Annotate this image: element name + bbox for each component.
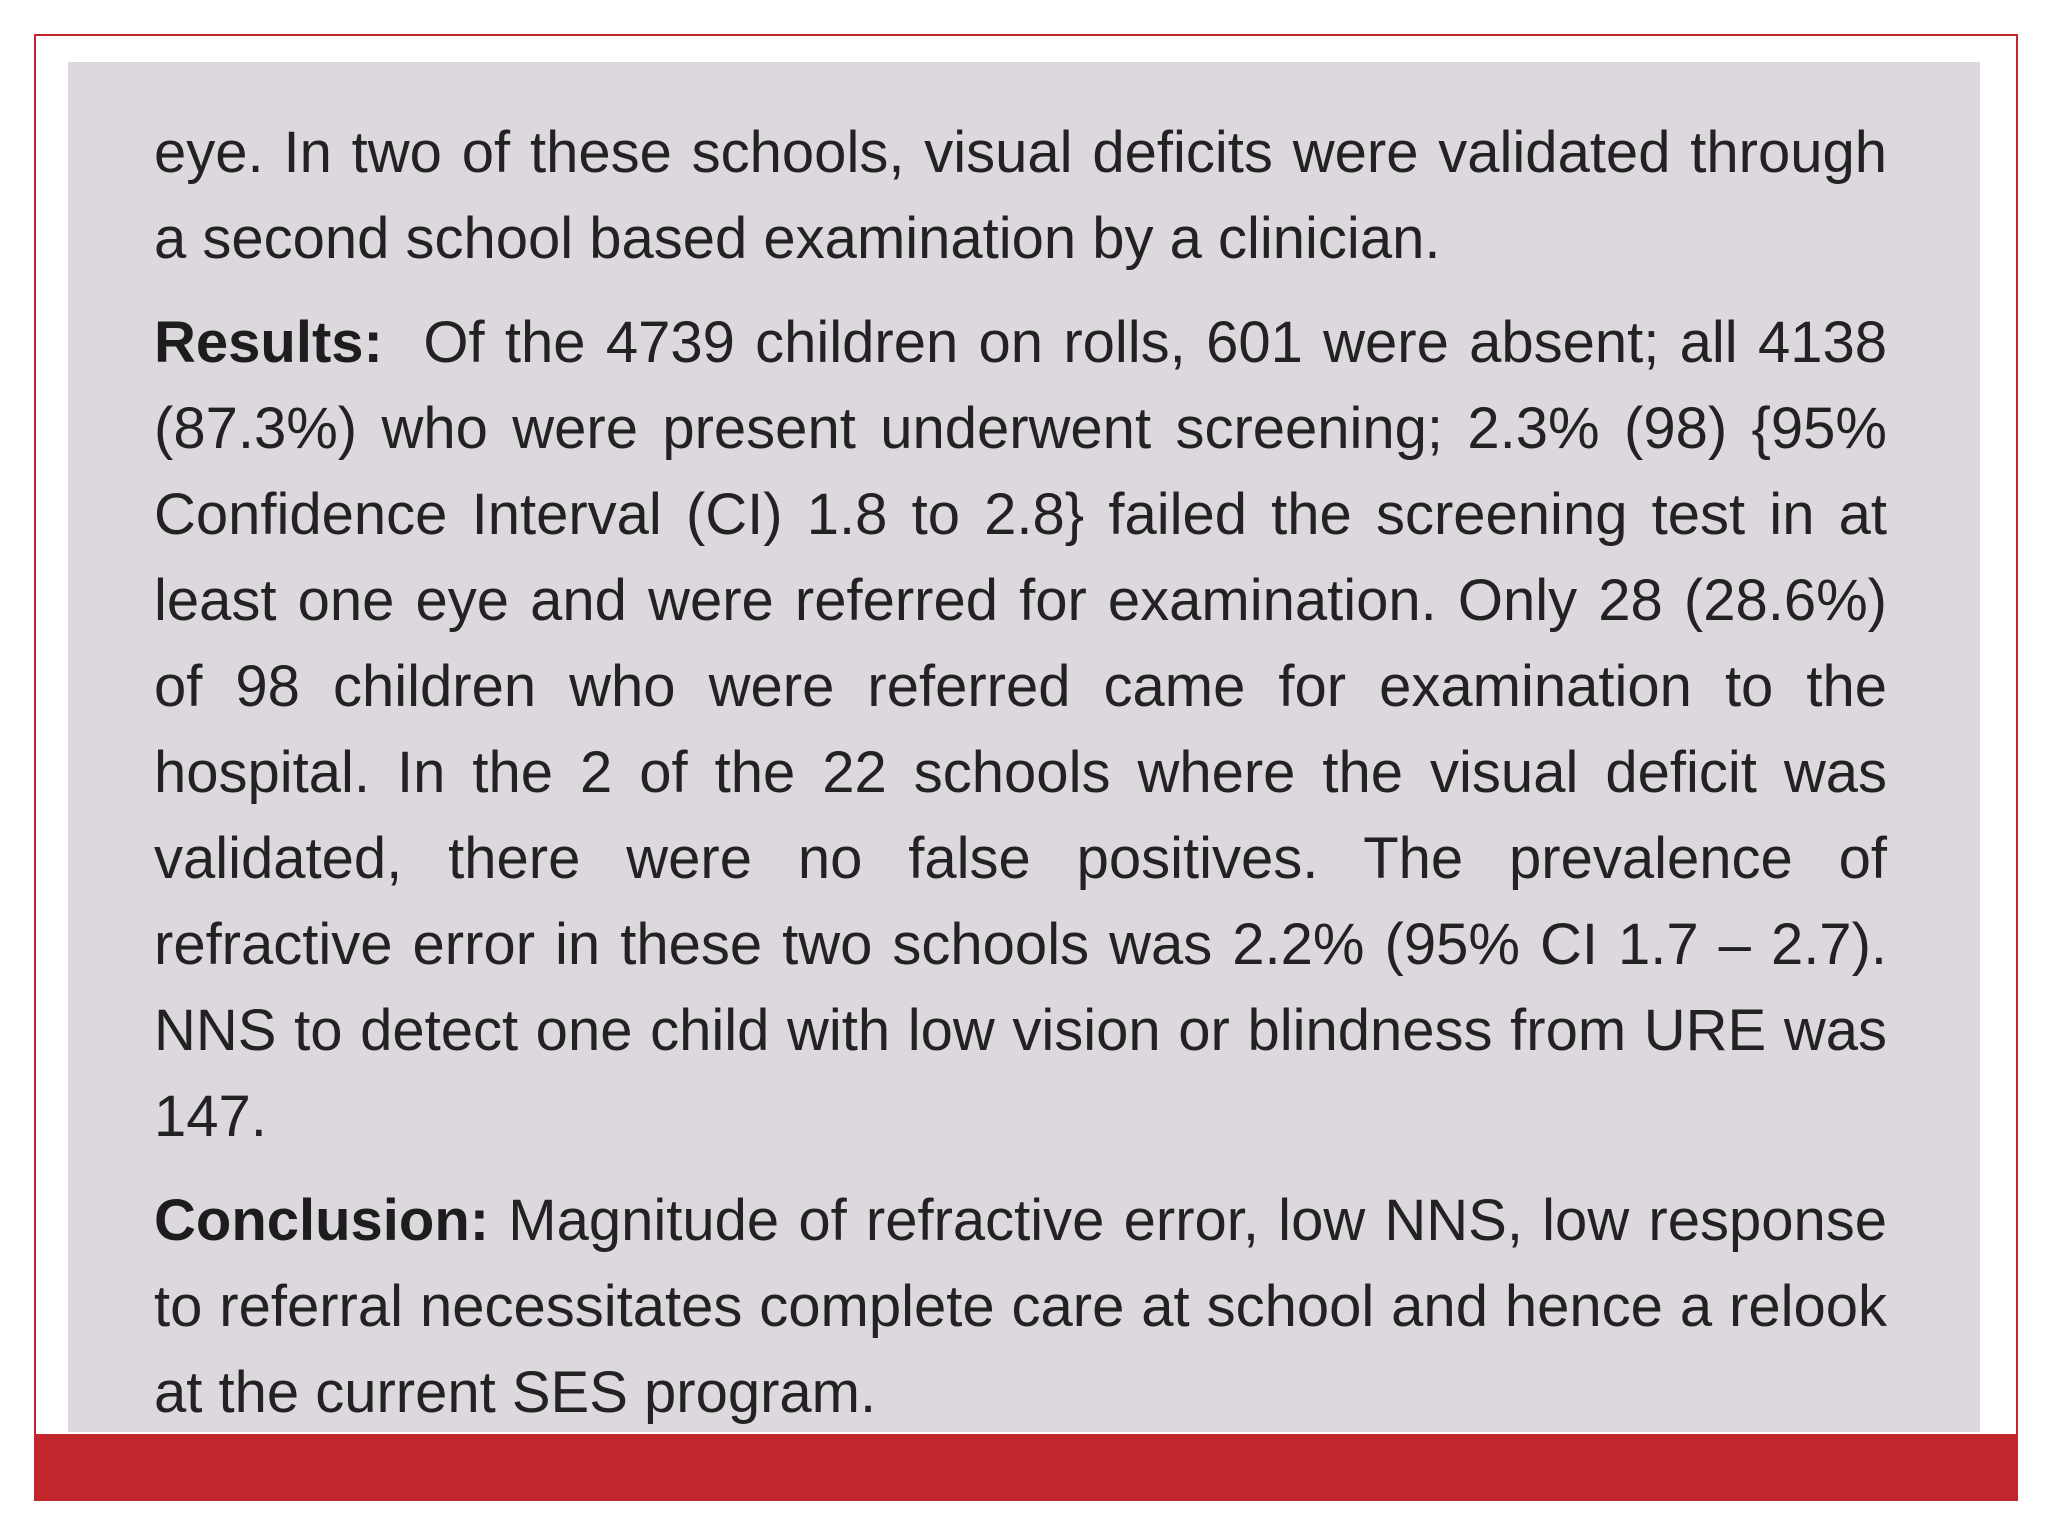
conclusion-label: Conclusion: (154, 1188, 490, 1253)
results-text: Of the 4739 children on rolls, 601 were absent; all 4138 (87.3%) who were present underwent screening; 2.3% (98) {95% Confidence Interval (CI) 1.8 to 2.8} failed the screening test in at least one eye and were referred for examination. Only 28 (28.6%) of 98 children who were referred came for examination to the hospital. In the 2 of the 22 schools where the visual deficit was validated, there were no false positives. The prevalence of refractive error in these two schools was 2.2% (95% CI 1.7 – 2.7). NNS to detect one child with low vision or blindness from URE was 147. (154, 310, 1888, 1149)
results-paragraph (154, 300, 1887, 1160)
results-label: Results: (154, 310, 383, 375)
conclusion-text: Magnitude of refractive error, low NNS, low response to referral necessitates complete care at school and hence a relook at the current SES program. (154, 1188, 1887, 1425)
methods-fragment-paragraph (154, 110, 1887, 282)
methods-fragment-text: eye. In two of these schools, visual deficits were validated through a second school based examination by a clinician. (154, 120, 1887, 271)
abstract-text (154, 110, 1887, 1454)
conclusion-paragraph (154, 1178, 1887, 1436)
